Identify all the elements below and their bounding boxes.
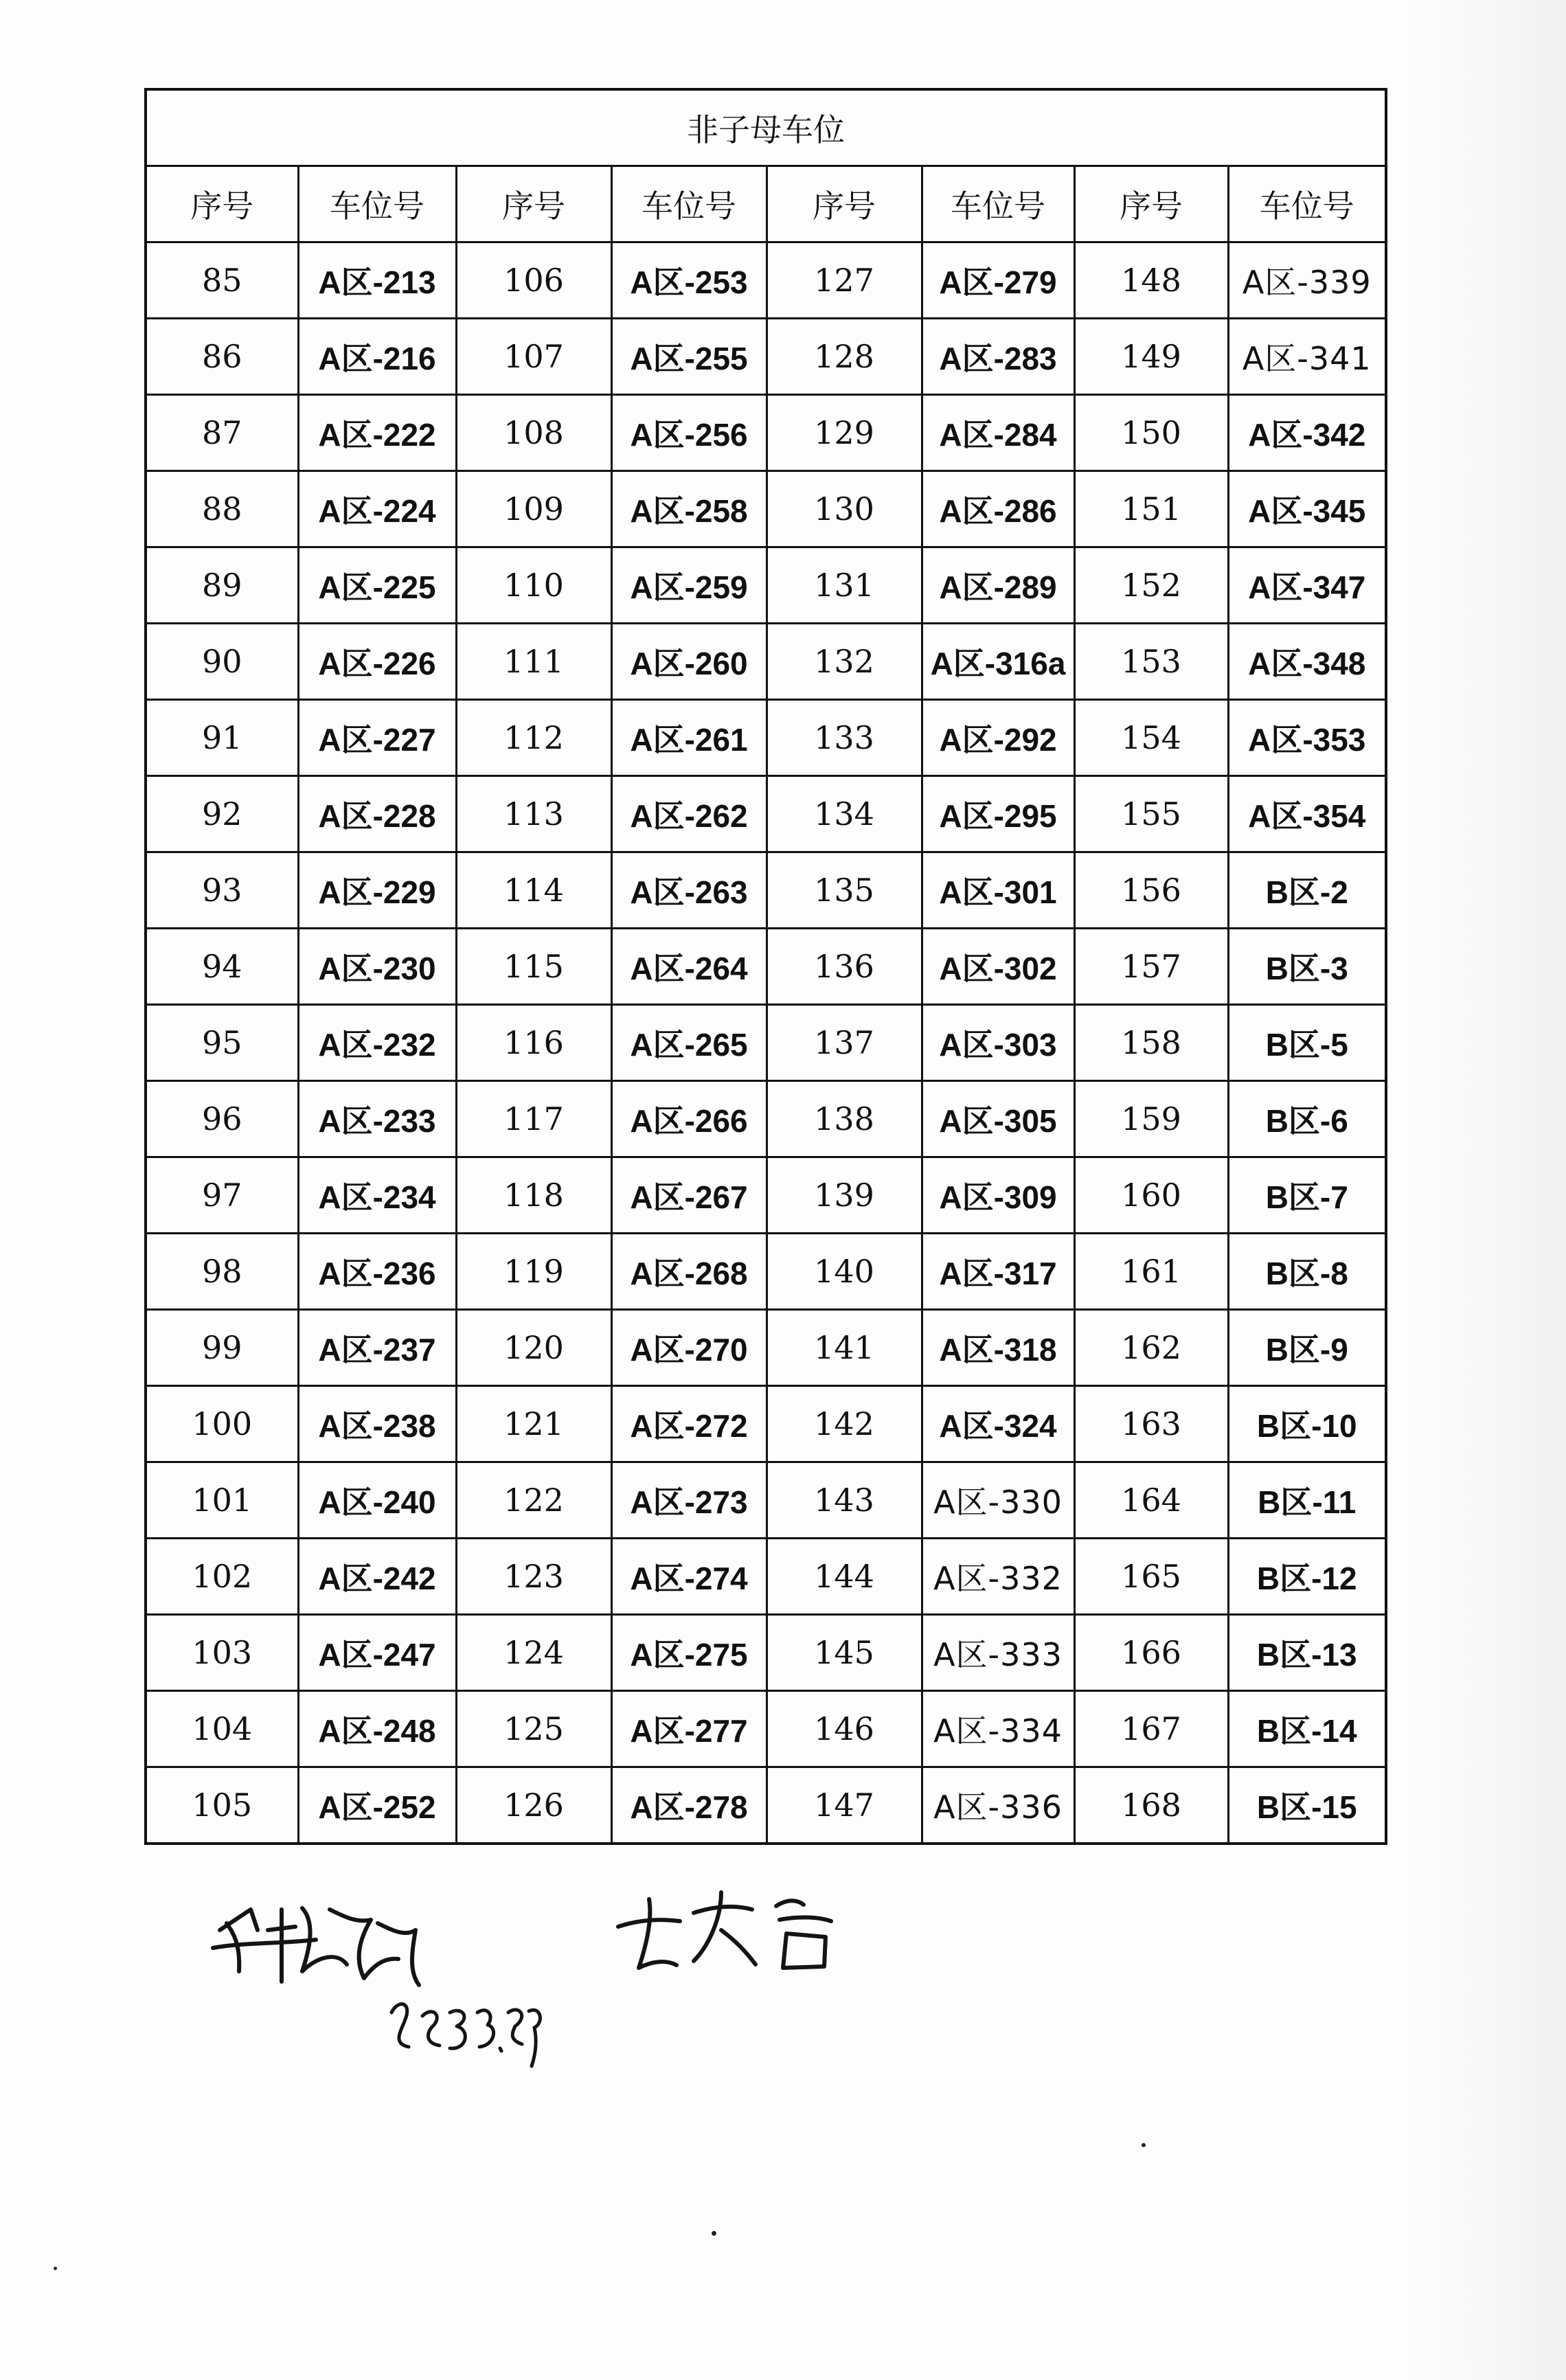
seq-cell: 142 [767,1386,922,1462]
seq-cell: 163 [1074,1386,1228,1462]
table-row [146,852,1386,929]
space-no-cell: A区-309 [922,1157,1074,1234]
space-no-cell: A区-353 [1228,700,1386,776]
seq-cell: 156 [1074,852,1228,929]
seq-cell: 94 [146,929,298,1005]
space-no-cell: A区-273 [611,1462,767,1539]
seq-cell: 151 [1074,471,1228,547]
space-no-cell: A区-270 [611,1310,767,1386]
space-no-cell: A区-289 [922,547,1074,624]
space-no-cell: A区-286 [922,471,1074,547]
seq-cell: 106 [456,242,611,319]
seq-cell: 102 [146,1539,298,1615]
seq-cell: 152 [1074,547,1228,624]
space-no-cell: A区-283 [922,319,1074,395]
space-no-cell: A区-248 [298,1691,456,1767]
seq-cell: 91 [146,700,298,776]
parking-space-table [144,88,1387,1845]
space-no-cell: B区-3 [1228,929,1386,1005]
header-seq: 序号 [456,166,611,242]
header-space-no: 车位号 [298,166,456,242]
space-no-cell: A区-229 [298,852,456,929]
seq-cell: 122 [456,1462,611,1539]
space-no-cell: A区-237 [298,1310,456,1386]
seq-cell: 121 [456,1386,611,1462]
seq-cell: 150 [1074,395,1228,471]
space-no-cell: B区-7 [1228,1157,1386,1234]
header-seq: 序号 [146,166,298,242]
seq-cell: 127 [767,242,922,319]
space-no-cell: A区-318 [922,1310,1074,1386]
space-no-cell: A区-226 [298,624,456,700]
seq-cell: 146 [767,1691,922,1767]
scan-speck [1142,2143,1146,2147]
seq-cell: 120 [456,1310,611,1386]
table-row [146,1005,1386,1081]
seq-cell: 133 [767,700,922,776]
seq-cell: 90 [146,624,298,700]
space-no-cell: A区-272 [611,1386,767,1462]
space-no-cell: A区-324 [922,1386,1074,1462]
table-row [146,1157,1386,1234]
seq-cell: 86 [146,319,298,395]
space-no-cell: A区-240 [298,1462,456,1539]
space-no-cell: A区-247 [298,1615,456,1691]
seq-cell: 165 [1074,1539,1228,1615]
space-no-cell: A区-345 [1228,471,1386,547]
space-no-cell: B区-11 [1228,1462,1386,1539]
table-row [146,1386,1386,1462]
seq-cell: 168 [1074,1767,1228,1844]
table-row [146,1310,1386,1386]
scan-speck [54,2267,57,2270]
space-no-cell: A区-261 [611,700,767,776]
seq-cell: 95 [146,1005,298,1081]
space-no-cell: A区-268 [611,1234,767,1310]
header-space-no: 车位号 [611,166,767,242]
seq-cell: 158 [1074,1005,1228,1081]
space-no-cell: A区-275 [611,1615,767,1691]
table-row [146,319,1386,395]
seq-cell: 141 [767,1310,922,1386]
table-row [146,929,1386,1005]
scan-shadow [1401,0,1566,2380]
seq-cell: 114 [456,852,611,929]
space-no-cell: A区-265 [611,1005,767,1081]
seq-cell: 113 [456,776,611,852]
seq-cell: 115 [456,929,611,1005]
scan-speck [712,2231,716,2236]
table-row [146,1767,1386,1844]
space-no-cell: A区-336 [922,1767,1074,1844]
table-row [146,1615,1386,1691]
seq-cell: 88 [146,471,298,547]
space-no-cell: A区-334 [922,1691,1074,1767]
space-no-cell: A区-260 [611,624,767,700]
seq-cell: 160 [1074,1157,1228,1234]
table-title: 非子母车位 [146,89,1386,166]
signature-date [385,1985,549,2074]
space-no-cell: A区-252 [298,1767,456,1844]
seq-cell: 111 [456,624,611,700]
space-no-cell: A区-256 [611,395,767,471]
space-no-cell: A区-330 [922,1462,1074,1539]
space-no-cell: A区-333 [922,1615,1074,1691]
space-no-cell: A区-278 [611,1767,767,1844]
space-no-cell: A区-264 [611,929,767,1005]
seq-cell: 96 [146,1081,298,1157]
space-no-cell: B区-12 [1228,1539,1386,1615]
space-no-cell: A区-332 [922,1539,1074,1615]
space-no-cell: A区-224 [298,471,456,547]
seq-cell: 129 [767,395,922,471]
seq-cell: 155 [1074,776,1228,852]
space-no-cell: A区-213 [298,242,456,319]
header-seq: 序号 [767,166,922,242]
space-no-cell: B区-13 [1228,1615,1386,1691]
seq-cell: 148 [1074,242,1228,319]
seq-cell: 107 [456,319,611,395]
left-signature [199,1882,446,1999]
seq-cell: 108 [456,395,611,471]
space-no-cell: B区-9 [1228,1310,1386,1386]
seq-cell: 123 [456,1539,611,1615]
table-row [146,624,1386,700]
seq-cell: 99 [146,1310,298,1386]
right-signature [611,1879,845,1982]
table-row [146,471,1386,547]
space-no-cell: A区-342 [1228,395,1386,471]
space-no-cell: A区-266 [611,1081,767,1157]
space-no-cell: B区-2 [1228,852,1386,929]
space-no-cell: A区-341 [1228,319,1386,395]
table-row [146,1234,1386,1310]
space-no-cell: A区-216 [298,319,456,395]
table-row [146,547,1386,624]
seq-cell: 93 [146,852,298,929]
space-no-cell: A区-267 [611,1157,767,1234]
space-no-cell: A区-263 [611,852,767,929]
seq-cell: 132 [767,624,922,700]
seq-cell: 116 [456,1005,611,1081]
seq-cell: 143 [767,1462,922,1539]
space-no-cell: A区-284 [922,395,1074,471]
space-no-cell: A区-302 [922,929,1074,1005]
seq-cell: 92 [146,776,298,852]
space-no-cell: A区-339 [1228,242,1386,319]
seq-cell: 104 [146,1691,298,1767]
table-row [146,242,1386,319]
seq-cell: 97 [146,1157,298,1234]
seq-cell: 164 [1074,1462,1228,1539]
header-seq: 序号 [1074,166,1228,242]
seq-cell: 128 [767,319,922,395]
seq-cell: 144 [767,1539,922,1615]
space-no-cell: A区-305 [922,1081,1074,1157]
seq-cell: 125 [456,1691,611,1767]
seq-cell: 131 [767,547,922,624]
seq-cell: 103 [146,1615,298,1691]
seq-cell: 147 [767,1767,922,1844]
seq-cell: 130 [767,471,922,547]
seq-cell: 85 [146,242,298,319]
seq-cell: 157 [1074,929,1228,1005]
seq-cell: 118 [456,1157,611,1234]
table-row [146,776,1386,852]
seq-cell: 109 [456,471,611,547]
space-no-cell: A区-242 [298,1539,456,1615]
seq-cell: 136 [767,929,922,1005]
seq-cell: 124 [456,1615,611,1691]
seq-cell: 139 [767,1157,922,1234]
seq-cell: 98 [146,1234,298,1310]
space-no-cell: A区-279 [922,242,1074,319]
space-no-cell: A区-316a [922,624,1074,700]
space-no-cell: A区-222 [298,395,456,471]
seq-cell: 135 [767,852,922,929]
table-row [146,1539,1386,1615]
seq-cell: 161 [1074,1234,1228,1310]
seq-cell: 134 [767,776,922,852]
space-no-cell: A区-225 [298,547,456,624]
space-no-cell: A区-228 [298,776,456,852]
seq-cell: 89 [146,547,298,624]
table-row [146,1462,1386,1539]
space-no-cell: A区-238 [298,1386,456,1462]
header-space-no: 车位号 [1228,166,1386,242]
seq-cell: 119 [456,1234,611,1310]
header-space-no: 车位号 [922,166,1074,242]
space-no-cell: B区-15 [1228,1767,1386,1844]
space-no-cell: A区-253 [611,242,767,319]
space-no-cell: A区-317 [922,1234,1074,1310]
seq-cell: 140 [767,1234,922,1310]
table-row [146,395,1386,471]
seq-cell: 145 [767,1615,922,1691]
space-no-cell: A区-258 [611,471,767,547]
space-no-cell: A区-295 [922,776,1074,852]
space-no-cell: B区-14 [1228,1691,1386,1767]
seq-cell: 126 [456,1767,611,1844]
seq-cell: 153 [1074,624,1228,700]
space-no-cell: A区-262 [611,776,767,852]
space-no-cell: A区-354 [1228,776,1386,852]
space-no-cell: B区-6 [1228,1081,1386,1157]
seq-cell: 112 [456,700,611,776]
seq-cell: 105 [146,1767,298,1844]
seq-cell: 101 [146,1462,298,1539]
space-no-cell: A区-292 [922,700,1074,776]
seq-cell: 166 [1074,1615,1228,1691]
seq-cell: 110 [456,547,611,624]
space-no-cell: B区-8 [1228,1234,1386,1310]
seq-cell: 154 [1074,700,1228,776]
space-no-cell: A区-347 [1228,547,1386,624]
space-no-cell: A区-230 [298,929,456,1005]
table-row [146,700,1386,776]
seq-cell: 138 [767,1081,922,1157]
space-no-cell: A区-348 [1228,624,1386,700]
seq-cell: 159 [1074,1081,1228,1157]
space-no-cell: A区-277 [611,1691,767,1767]
space-no-cell: B区-10 [1228,1386,1386,1462]
seq-cell: 100 [146,1386,298,1462]
space-no-cell: A区-234 [298,1157,456,1234]
seq-cell: 137 [767,1005,922,1081]
seq-cell: 149 [1074,319,1228,395]
space-no-cell: A区-232 [298,1005,456,1081]
space-no-cell: B区-5 [1228,1005,1386,1081]
space-no-cell: A区-274 [611,1539,767,1615]
seq-cell: 87 [146,395,298,471]
seq-cell: 162 [1074,1310,1228,1386]
seq-cell: 167 [1074,1691,1228,1767]
space-no-cell: A区-301 [922,852,1074,929]
space-no-cell: A区-233 [298,1081,456,1157]
space-no-cell: A区-227 [298,700,456,776]
space-no-cell: A区-236 [298,1234,456,1310]
space-no-cell: A区-259 [611,547,767,624]
table-row [146,1691,1386,1767]
space-no-cell: A区-255 [611,319,767,395]
space-no-cell: A区-303 [922,1005,1074,1081]
seq-cell: 117 [456,1081,611,1157]
table-row [146,1081,1386,1157]
